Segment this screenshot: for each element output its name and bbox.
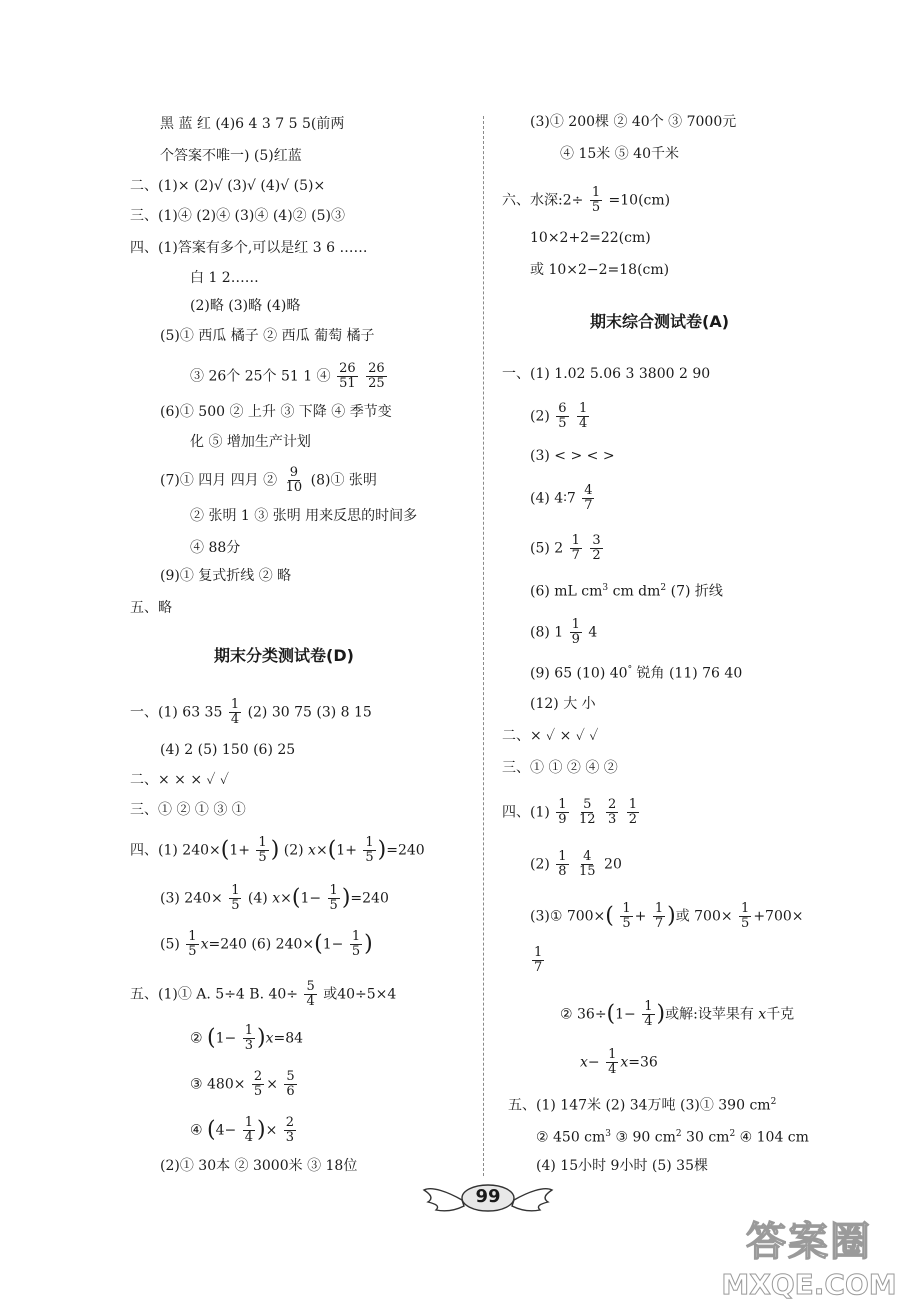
text-line: 黑 蓝 红 (4)6 4 3 7 5 5(前两 [160, 116, 345, 132]
fraction: $\frac{5}{4}$ [306, 979, 315, 1009]
text-line: ② 张明 1 ③ 张明 用来反思的时间多 [190, 508, 418, 524]
text-line: (2) $\frac{6}{5}$ $\frac{1}{4}$ [530, 401, 588, 431]
text-line: 四、(1)答案有多个,可以是红 3 6 …… [130, 240, 368, 256]
text-line: (5) $\frac{1}{5}$ x=240 (6) 240×(1− $\frac{1}{5}$ ) [160, 929, 373, 959]
fraction: $\frac{1}{5}$ [329, 883, 338, 913]
text-line: (3)① 700×( $\frac{1}{5}$ + $\frac{1}{7}$ )或 700× $\frac{1}{5}$ +700× [530, 901, 804, 931]
fraction: $\frac{1}{3}$ [244, 1023, 253, 1053]
text-line: (6)① 500 ② 上升 ③ 下降 ④ 季节变 [160, 404, 392, 420]
fraction: $\frac{1}{4}$ [579, 401, 588, 431]
text-line: ② 36÷(1− $\frac{1}{4}$ )或解:设苹果有 x千克 [560, 999, 795, 1029]
fraction: $\frac{1}{5}$ [622, 901, 631, 931]
text-line: (2)略 (3)略 (4)略 [190, 298, 301, 314]
fraction: $\frac{2}{5}$ [253, 1069, 263, 1099]
fraction: $\frac{4}{7}$ [584, 483, 593, 513]
text-line: 六、水深:2÷ $\frac{1}{5}$ =10(cm) [502, 185, 671, 215]
fraction: $\frac{1}{5}$ [365, 835, 374, 865]
fraction: $\frac{2}{3}$ [285, 1115, 295, 1145]
text-line: 二、× ✓ × ✓ ✓ [502, 728, 599, 744]
text-line: (9)① 复式折线 ② 略 [160, 568, 292, 584]
fraction: $\frac{1}{9}$ [571, 617, 580, 647]
text-line: ② 450 $cm^3$ ③ 90 $cm^2$ 30 $cm^2$ ④ 104 cm [536, 1129, 809, 1146]
fraction: $\frac{1}{5}$ [188, 929, 197, 959]
section-title: 期末综合测试卷(A) [590, 312, 730, 331]
fraction: $\frac{3}{2}$ [592, 533, 601, 563]
text-line: 一、(1) 63 35 $\frac{1}{4}$ (2) 30 75 (3) 8 15 [130, 697, 372, 727]
fraction: $\frac{1}{4}$ [644, 999, 653, 1029]
fraction: $\frac{5}{6}$ [286, 1069, 295, 1099]
fraction: $\frac{1}{8}$ [558, 849, 567, 879]
fraction: $\frac{1}{5}$ [258, 835, 267, 865]
text-line: (4) 2 (5) 150 (6) 25 [160, 742, 296, 758]
text-line: 三、① ① ② ④ ② [502, 760, 618, 776]
fraction: $\frac{1}{5}$ [231, 883, 240, 913]
text-line: 五、(1) 147米 (2) 34万吨 (3)① 390 $cm^2$ [508, 1097, 777, 1114]
text-line: 个答案不唯一) (5)红蓝 [160, 148, 302, 164]
fraction: $\frac{26}{25}$ [368, 361, 385, 391]
text-line: (3) 240× $\frac{1}{5}$ (4) x×(1− $\frac{1}{5}$ )=240 [160, 883, 389, 913]
text-line: (2) $\frac{1}{8}$ $\frac{4}{15}$ 20 [530, 849, 622, 879]
fraction: $\frac{4}{15}$ [579, 849, 596, 879]
text-line: (5)① 西瓜 橘子 ② 西瓜 葡萄 橘子 [160, 328, 375, 344]
text-line: 五、(1)① A. 5÷4 B. 40÷ $\frac{5}{4}$ 或40÷5×4 [130, 979, 397, 1009]
text-line: ④ (4− $\frac{1}{4}$ )× $\frac{2}{3}$ [190, 1115, 295, 1145]
text-line: (5) 2 $\frac{1}{7}$ $\frac{3}{2}$ [530, 533, 601, 563]
text-line: 四、(1) $\frac{1}{9}$ $\frac{5}{12}$ $\frac{2}{3}$ $\frac{1}{2}$ [502, 797, 638, 827]
fraction: $\frac{1}{2}$ [628, 797, 638, 827]
text-line: 或 10×2−2=18(cm) [530, 262, 670, 278]
text-line: (9) 65 (10) 40° 锐角 (11) 76 40 [530, 665, 743, 682]
fraction: $\frac{1}{7}$ [654, 901, 664, 931]
column-divider [483, 116, 484, 1176]
text-line: x− $\frac{1}{4}$ x=36 [580, 1047, 658, 1077]
text-line: (2)① 30本 ② 3000米 ③ 18位 [160, 1158, 358, 1174]
watermark-text: 答案圈 [746, 1219, 872, 1265]
fraction: $\frac{9}{10}$ [285, 465, 303, 495]
fraction: $\frac{1}{4}$ [230, 697, 240, 727]
text-line: 三、① ② ① ③ ① [130, 802, 246, 818]
text-line: ④ 15米 ⑤ 40千米 [560, 146, 679, 162]
fraction: $\frac{2}{3}$ [608, 797, 617, 827]
text-line: (4) 15小时 9小时 (5) 35棵 [536, 1158, 708, 1174]
fraction: $\frac{1}{4}$ [244, 1115, 253, 1145]
text-line: (8) 1 $\frac{1}{9}$ 4 [530, 617, 598, 647]
watermark-logo [720, 1210, 898, 1310]
text-line: (6) mL $cm^3$ cm $dm^2$ (7) 折线 [530, 583, 723, 600]
fraction: $\frac{1}{4}$ [608, 1047, 617, 1077]
text-line: (12) 大 小 [530, 696, 596, 712]
text-line: 三、(1)④ (2)④ (3)④ (4)② (5)③ [130, 208, 345, 224]
text-line: (7)① 四月 四月 ② $\frac{9}{10}$ (8)① 张明 [160, 465, 377, 495]
text-line: 二、× × × ✓ ✓ [130, 772, 230, 788]
text-line: (3) < > < > [530, 448, 615, 464]
fraction: $\frac{1}{7}$ [534, 945, 543, 975]
text-line: 一、(1) 1.02 5.06 3 3800 2 90 [502, 366, 711, 382]
text-line: ③ 480× $\frac{2}{5}$ × $\frac{5}{6}$ [190, 1069, 295, 1099]
text-line: ④ 88分 [190, 540, 241, 556]
watermark-url: MXQE.COM [721, 1268, 897, 1301]
text-line: 二、(1)× (2)√ (3)√ (4)√ (5)× [130, 178, 326, 194]
fraction: $\frac{5}{12}$ [579, 797, 596, 827]
fraction: $\frac{1}{5}$ [591, 185, 601, 215]
text-line: 白 1 2…… [190, 270, 259, 286]
text-line: 四、(1) 240×(1+ $\frac{1}{5}$ ) (2) x×(1+ $\frac{1}{5}$ )=240 [130, 835, 425, 865]
text-line: 10×2+2=22(cm) [530, 230, 651, 246]
text-line [530, 946, 546, 975]
fraction: $\frac{1}{7}$ [571, 533, 580, 563]
text-line: (4) 4∶7 $\frac{4}{7}$ [530, 483, 593, 513]
text-line: (3)① 200棵 ② 40个 ③ 7000元 [530, 114, 737, 130]
fraction: $\frac{1}{5}$ [741, 901, 750, 931]
fraction: $\frac{1}{5}$ [351, 929, 361, 959]
page-number-badge [418, 1172, 558, 1222]
section-title: 期末分类测试卷(D) [214, 646, 354, 665]
fraction: $\frac{6}{5}$ [558, 401, 567, 431]
fraction: $\frac{26}{51}$ [339, 361, 356, 391]
text-line: ② (1− $\frac{1}{3}$ )x=84 [190, 1023, 304, 1053]
text-line: ③ 26个 25个 51 1 ④ $\frac{26}{51}$ $\frac{26}{25}$ [190, 361, 385, 391]
page-number: 99 [475, 1186, 501, 1207]
fraction: $\frac{1}{9}$ [558, 797, 567, 827]
text-line: 化 ⑤ 增加生产计划 [190, 434, 311, 450]
text-line: 五、略 [130, 600, 172, 616]
